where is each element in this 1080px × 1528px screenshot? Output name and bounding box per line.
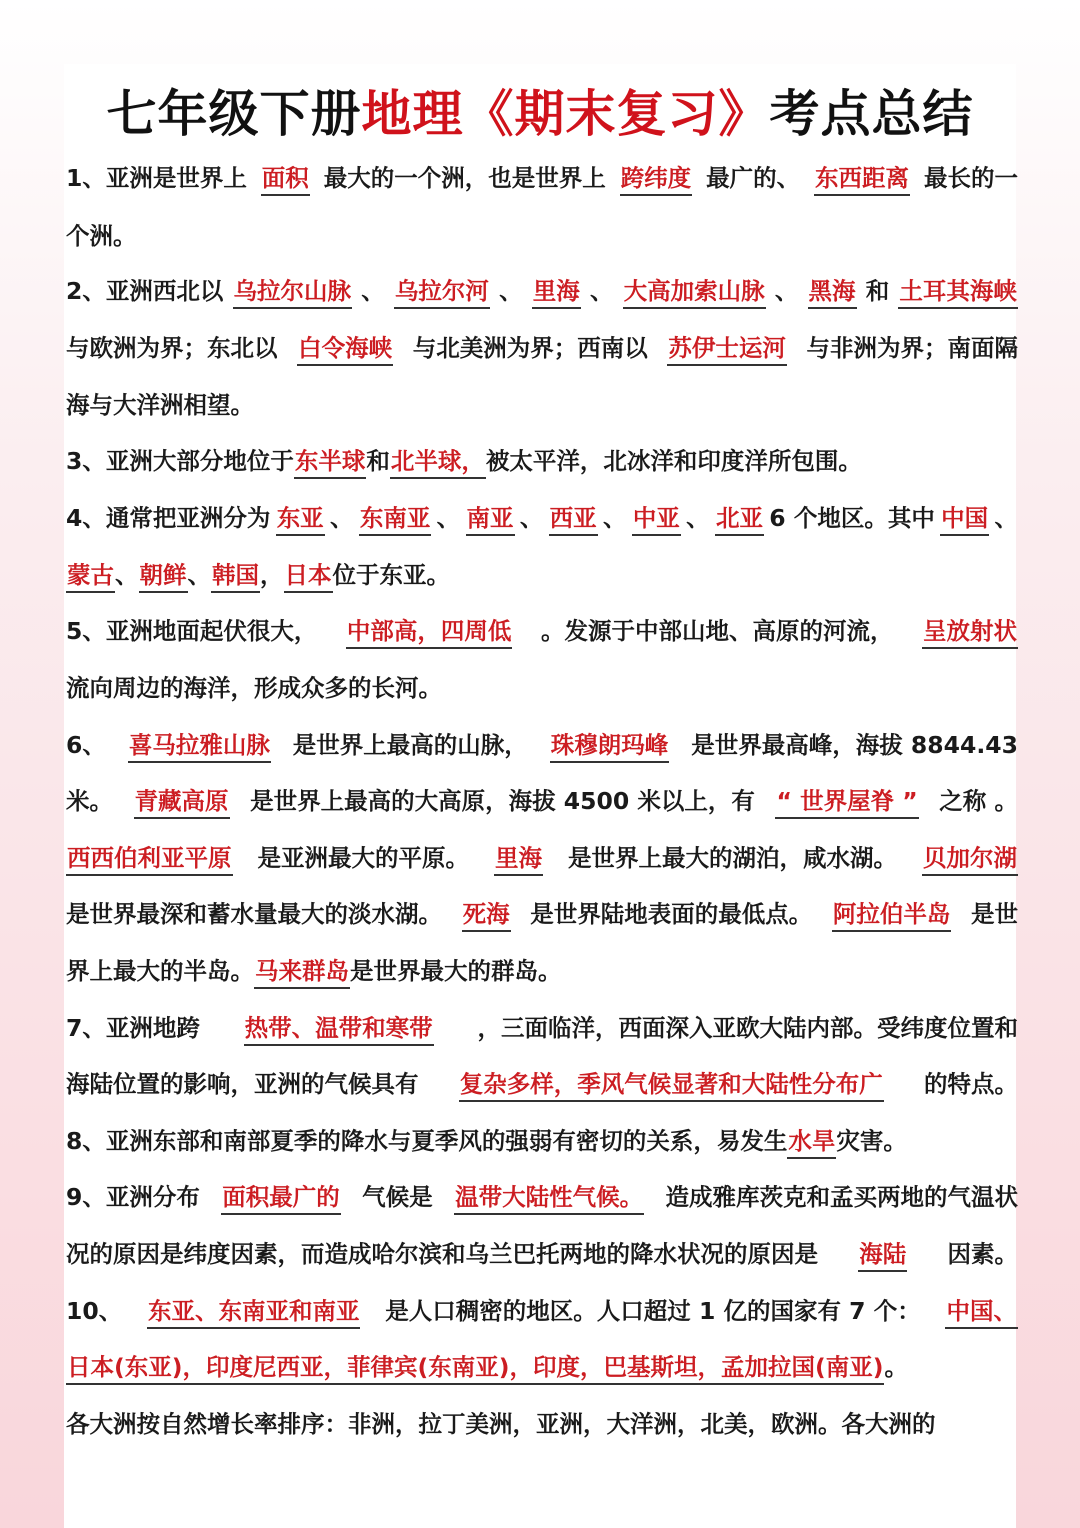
text-line (66, 1068, 1018, 1102)
key-term: 中亚 (632, 502, 681, 536)
text-segment: 是世 (971, 900, 1018, 928)
key-term: 日本 (284, 559, 333, 593)
text-segment: 和 (366, 447, 390, 475)
key-term: 中国 (940, 502, 989, 536)
text-segment: 海与大洋洲相望。 (66, 391, 254, 419)
text-line (66, 672, 1018, 704)
key-term: 东西距离 (814, 162, 910, 196)
key-term: 乌拉尔山脉 (233, 275, 353, 309)
key-term: 韩国 (211, 559, 260, 593)
key-term: 黑海 (808, 275, 857, 309)
text-segment: 况的原因是纬度因素，而造成哈尔滨和乌兰巴托两地的降水状况的原因是 (66, 1240, 818, 1268)
text-line (66, 1295, 1018, 1329)
text-segment: 、 (330, 504, 354, 532)
text-segment: 被太平洋，北冰洋和印度洋所包围。 (485, 447, 862, 475)
text-segment: 是世界最大的群岛。 (350, 957, 562, 985)
text-segment: 是世界最深和蓄水量最大的淡水湖。 (66, 900, 442, 928)
text-segment: 最广的、 (706, 164, 801, 192)
text-segment: 4、通常把亚洲分为 (66, 504, 271, 532)
key-term: 西西伯利亚平原 (66, 842, 233, 876)
text-line (66, 1408, 1018, 1440)
text-segment: 因素。 (947, 1240, 1018, 1268)
title-part-2: 地理《期末复习》 (361, 85, 770, 143)
text-segment: 、 (519, 504, 544, 532)
key-term: 里海 (494, 842, 543, 876)
key-term: 贝加尔湖 (922, 842, 1018, 876)
key-term: 面积 (261, 162, 310, 196)
text-segment: 的特点。 (924, 1070, 1018, 1098)
text-segment: 是世界陆地表面的最低点。 (530, 900, 813, 928)
key-term: 珠穆朗玛峰 (550, 729, 670, 763)
text-line (66, 1181, 1018, 1215)
key-term: 乌拉尔河 (394, 275, 490, 309)
text-segment: 与非洲为界；南面隔 (806, 334, 1018, 362)
key-term: 跨纬度 (620, 162, 693, 196)
text-segment: 、 (774, 277, 799, 305)
text-segment: 、 (994, 504, 1018, 532)
key-term: 西亚 (549, 502, 598, 536)
text-segment: 最大的一个洲，也是世界上 (323, 164, 606, 192)
text-segment: 和 (865, 277, 890, 305)
key-term: 水旱 (787, 1125, 836, 1159)
key-term: 死海 (462, 898, 511, 932)
key-term: 喜马拉雅山脉 (128, 729, 271, 763)
text-line (66, 559, 1018, 593)
text-segment: 米。 (66, 787, 113, 815)
text-segment: 9、亚洲分布 (66, 1183, 200, 1211)
key-term: 东亚、东南亚和南亚 (147, 1295, 361, 1329)
text-segment: 个洲。 (66, 222, 137, 250)
text-line (66, 842, 1018, 876)
text-line (66, 162, 1018, 196)
text-segment: 界上最大的半岛。 (66, 957, 254, 985)
text-segment: 、 (686, 504, 710, 532)
text-segment: 2、亚洲西北以 (66, 277, 224, 305)
text-line (66, 1238, 1018, 1272)
text-segment: 3、亚洲大部分地位于 (66, 447, 294, 475)
key-term: 北半球， (390, 445, 486, 479)
key-term: 复杂多样，季风气候显著和大陆性分布广 (459, 1068, 884, 1102)
text-segment: 与欧洲为界；东北以 (66, 334, 278, 362)
text-segment: ， (260, 561, 284, 589)
text-segment: 各大洲按自然增长率排序：非洲，拉丁美洲，亚洲，大洋洲，北美，欧洲。各大洲的 (66, 1410, 936, 1438)
text-segment: 、 (115, 561, 139, 589)
text-line (66, 898, 1018, 932)
text-segment: 灾害。 (836, 1127, 907, 1155)
key-term: 南亚 (466, 502, 515, 536)
text-segment: 气候是 (362, 1183, 433, 1211)
text-line (66, 955, 1018, 989)
text-line (66, 785, 1018, 819)
text-segment: 、 (589, 277, 614, 305)
key-term: 北亚 (715, 502, 764, 536)
text-segment: 、 (499, 277, 523, 305)
key-term: 苏伊士运河 (667, 332, 787, 366)
text-segment: 6 个地区。其中 (769, 504, 935, 532)
key-term: 东半球 (294, 445, 367, 479)
text-segment: 5、亚洲地面起伏很大， (66, 617, 318, 645)
key-term: 蒙古 (66, 559, 115, 593)
text-segment: 。 (884, 1353, 908, 1381)
text-segment: 造成雅库茨克和孟买两地的气温状 (665, 1183, 1018, 1211)
text-segment: 1、亚洲是世界上 (66, 164, 247, 192)
text-line (66, 729, 1018, 763)
key-term: 热带、温带和寒带 (244, 1012, 434, 1046)
text-line (66, 1351, 1018, 1385)
text-segment: 是世界上最高的大高原，海拔 4500 米以上，有 (250, 787, 755, 815)
key-term: 东南亚 (359, 502, 432, 536)
key-term: 土耳其海峡 (898, 275, 1018, 309)
key-term: 日本(东亚)，印度尼西亚，菲律宾(东南亚)，印度，巴基斯坦，孟加拉国(南亚) (66, 1351, 884, 1385)
text-line (66, 220, 1018, 252)
key-term: 青藏高原 (134, 785, 230, 819)
text-segment: 、 (187, 561, 211, 589)
key-term: 温带大陆性气候。 (454, 1181, 644, 1215)
text-segment: 流向周边的海洋，形成众多的长河。 (66, 674, 442, 702)
key-term: 马来群岛 (254, 955, 350, 989)
key-term: “ 世界屋脊 ” (775, 785, 918, 819)
key-term: 中部高，四周低 (346, 615, 513, 649)
text-segment: 6、 (66, 731, 106, 759)
title-part-1: 七年级下册 (106, 85, 362, 143)
key-term: 阿拉伯半岛 (832, 898, 952, 932)
key-term: 中国、 (945, 1295, 1018, 1329)
text-segment: 、 (602, 504, 627, 532)
key-term: 面积最广的 (221, 1181, 341, 1215)
text-segment: 、 (436, 504, 461, 532)
key-term: 大高加索山脉 (623, 275, 766, 309)
text-segment: 是世界上最大的湖泊，咸水湖。 (568, 844, 897, 872)
key-term: 东亚 (276, 502, 325, 536)
text-line (66, 275, 1018, 309)
text-segment: 是亚洲最大的平原。 (257, 844, 469, 872)
text-segment: 位于东亚。 (332, 561, 450, 589)
text-segment: 8、亚洲东部和南部夏季的降水与夏季风的强弱有密切的关系，易发生 (66, 1127, 788, 1155)
key-term: 呈放射状 (922, 615, 1018, 649)
text-segment: 是世界最高峰，海拔 8844.43 (691, 731, 1018, 759)
page-title (0, 74, 1080, 146)
text-segment: 10、 (66, 1297, 123, 1325)
text-segment: 最长的一 (923, 164, 1018, 192)
title-part-3: 考点总结 (769, 85, 974, 143)
text-line (66, 445, 1018, 479)
text-segment: 是世界上最高的山脉， (292, 731, 528, 759)
text-line (66, 502, 1018, 536)
text-line (66, 615, 1018, 649)
text-segment: 海陆位置的影响，亚洲的气候具有 (66, 1070, 419, 1098)
text-segment: ，三面临洋，西面深入亚欧大陆内部。受纬度位置和 (477, 1014, 1018, 1042)
text-segment: 与北美洲为界；西南以 (412, 334, 648, 362)
text-line (66, 1012, 1018, 1046)
key-term: 白令海峡 (297, 332, 393, 366)
text-segment: 之称 。 (939, 787, 1018, 815)
text-line (66, 389, 1018, 421)
text-segment: 7、亚洲地跨 (66, 1014, 200, 1042)
key-term: 里海 (532, 275, 581, 309)
text-line (66, 1125, 1018, 1159)
text-line (66, 332, 1018, 366)
text-segment: 。发源于中部山地、高原的河流， (540, 617, 894, 645)
key-term: 朝鲜 (139, 559, 188, 593)
key-term: 海陆 (858, 1238, 907, 1272)
text-segment: 是人口稠密的地区。人口超过 1 亿的国家有 7 个： (385, 1297, 921, 1325)
text-segment: 、 (361, 277, 385, 305)
